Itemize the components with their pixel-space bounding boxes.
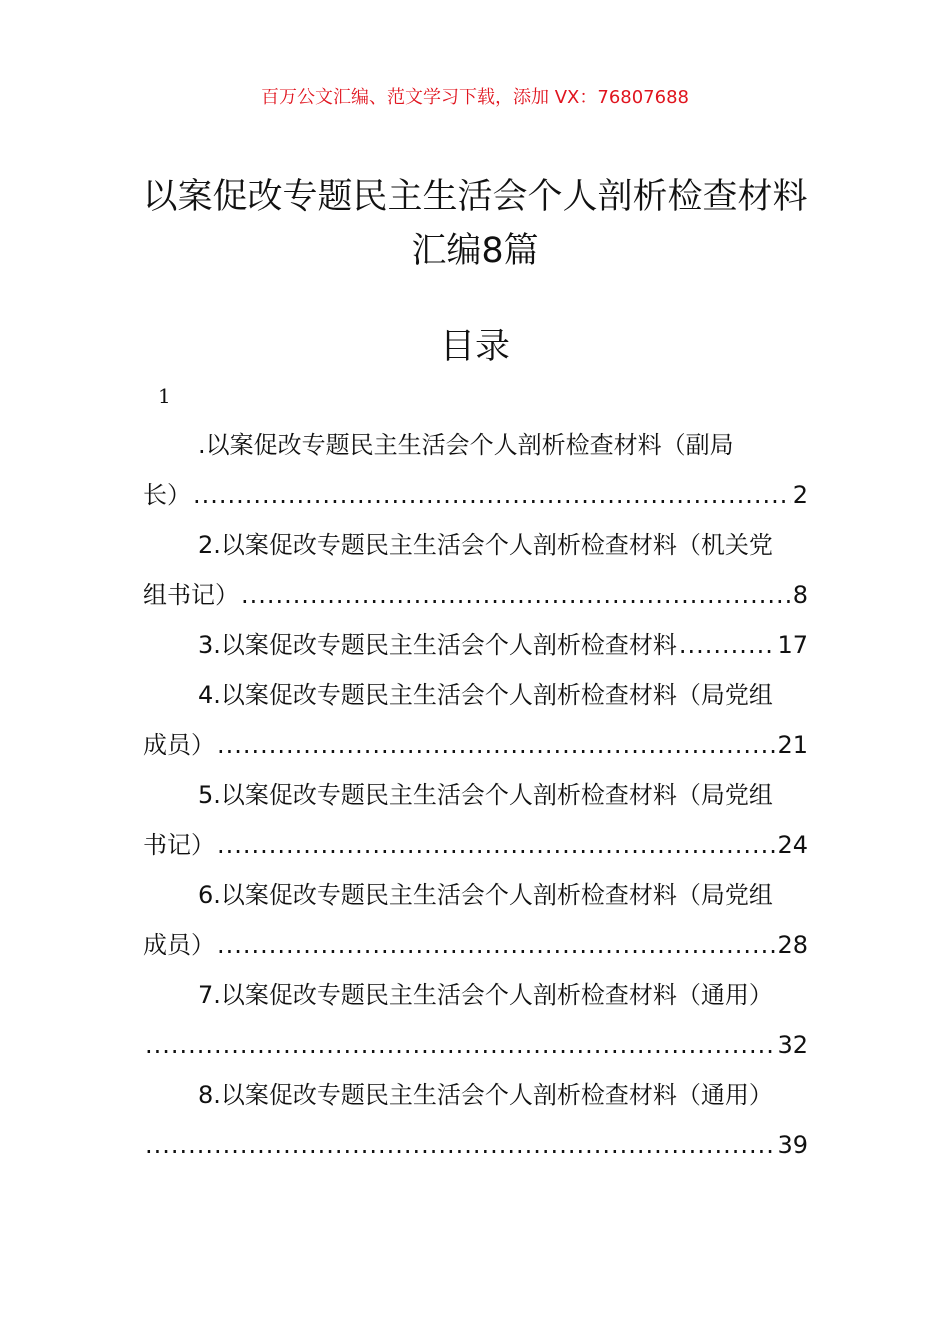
toc-page-number: 32: [777, 1031, 808, 1059]
toc-leader-dots: [217, 920, 775, 970]
toc-entry-4-line-1[interactable]: [143, 670, 808, 720]
toc-entry-text: 2.以案促改专题民主生活会个人剖析检查材料（机关党: [198, 531, 773, 559]
toc-entry-text: 书记）: [143, 831, 215, 859]
toc-entry-text: 成员）: [143, 931, 215, 959]
toc-entry-text: 组书记）: [143, 581, 239, 609]
toc-entry-6-line-2[interactable]: [143, 920, 808, 970]
toc-entry-text: 成员）: [143, 731, 215, 759]
toc-entry-1-line-1[interactable]: [143, 420, 808, 470]
toc-entry-text: 5.以案促改专题民主生活会个人剖析检查材料（局党组: [198, 781, 773, 809]
toc-leader-dots: [193, 470, 791, 520]
toc-page-number: 8: [792, 581, 808, 609]
toc-entry-5-line-2[interactable]: [143, 820, 808, 870]
toc-entry-text: 8.以案促改专题民主生活会个人剖析检查材料（通用）: [198, 1081, 773, 1109]
toc-page-number: 21: [777, 731, 808, 759]
toc-leader-dots: [217, 720, 775, 770]
toc-page-number: 17: [777, 631, 808, 659]
toc-leader-dots: [679, 620, 776, 670]
toc-entry-6-line-1[interactable]: [143, 870, 808, 920]
toc-entry-text: 4.以案促改专题民主生活会个人剖析检查材料（局党组: [198, 681, 773, 709]
toc-entry-8-line-2[interactable]: [143, 1120, 808, 1170]
toc-entry-text: 3.以案促改专题民主生活会个人剖析检查材料: [198, 631, 677, 659]
toc-leader-dots: [145, 1020, 775, 1070]
header-note: 百万公文汇编、范文学习下载，添加 VX：76807688: [261, 87, 689, 108]
toc-entry-text: 7.以案促改专题民主生活会个人剖析检查材料（通用）: [198, 981, 773, 1009]
toc-entry-2-line-1[interactable]: [143, 520, 808, 570]
toc-entry-3[interactable]: [143, 620, 808, 670]
table-of-contents: [143, 420, 808, 1170]
toc-entry-text: 长）: [143, 481, 191, 509]
toc-leader-dots: [241, 570, 791, 620]
toc-leader-dots: [217, 820, 775, 870]
toc-entry-7-line-2[interactable]: [143, 1020, 808, 1070]
toc-heading: 目录: [439, 327, 510, 367]
toc-page-number: 28: [777, 931, 808, 959]
toc-entry-2-line-2[interactable]: [143, 570, 808, 620]
toc-entry-4-line-2[interactable]: [143, 720, 808, 770]
toc-entry-7-line-1[interactable]: [143, 970, 808, 1020]
document-title: 以案促改专题民主生活会个人剖析检查材料汇编8篇: [142, 177, 808, 271]
toc-entry-8-line-1[interactable]: [143, 1070, 808, 1120]
toc-entry-text: .以案促改专题民主生活会个人剖析检查材料（副局: [198, 431, 734, 459]
toc-page-number: 39: [777, 1131, 808, 1159]
toc-page-number: 24: [777, 831, 808, 859]
toc-leader-dots: [145, 1120, 775, 1170]
stray-number: 1: [158, 384, 171, 408]
toc-entry-5-line-1[interactable]: [143, 770, 808, 820]
toc-entry-1-line-2[interactable]: [143, 470, 808, 520]
toc-page-number: 2: [792, 481, 808, 509]
toc-entry-text: 6.以案促改专题民主生活会个人剖析检查材料（局党组: [198, 881, 773, 909]
